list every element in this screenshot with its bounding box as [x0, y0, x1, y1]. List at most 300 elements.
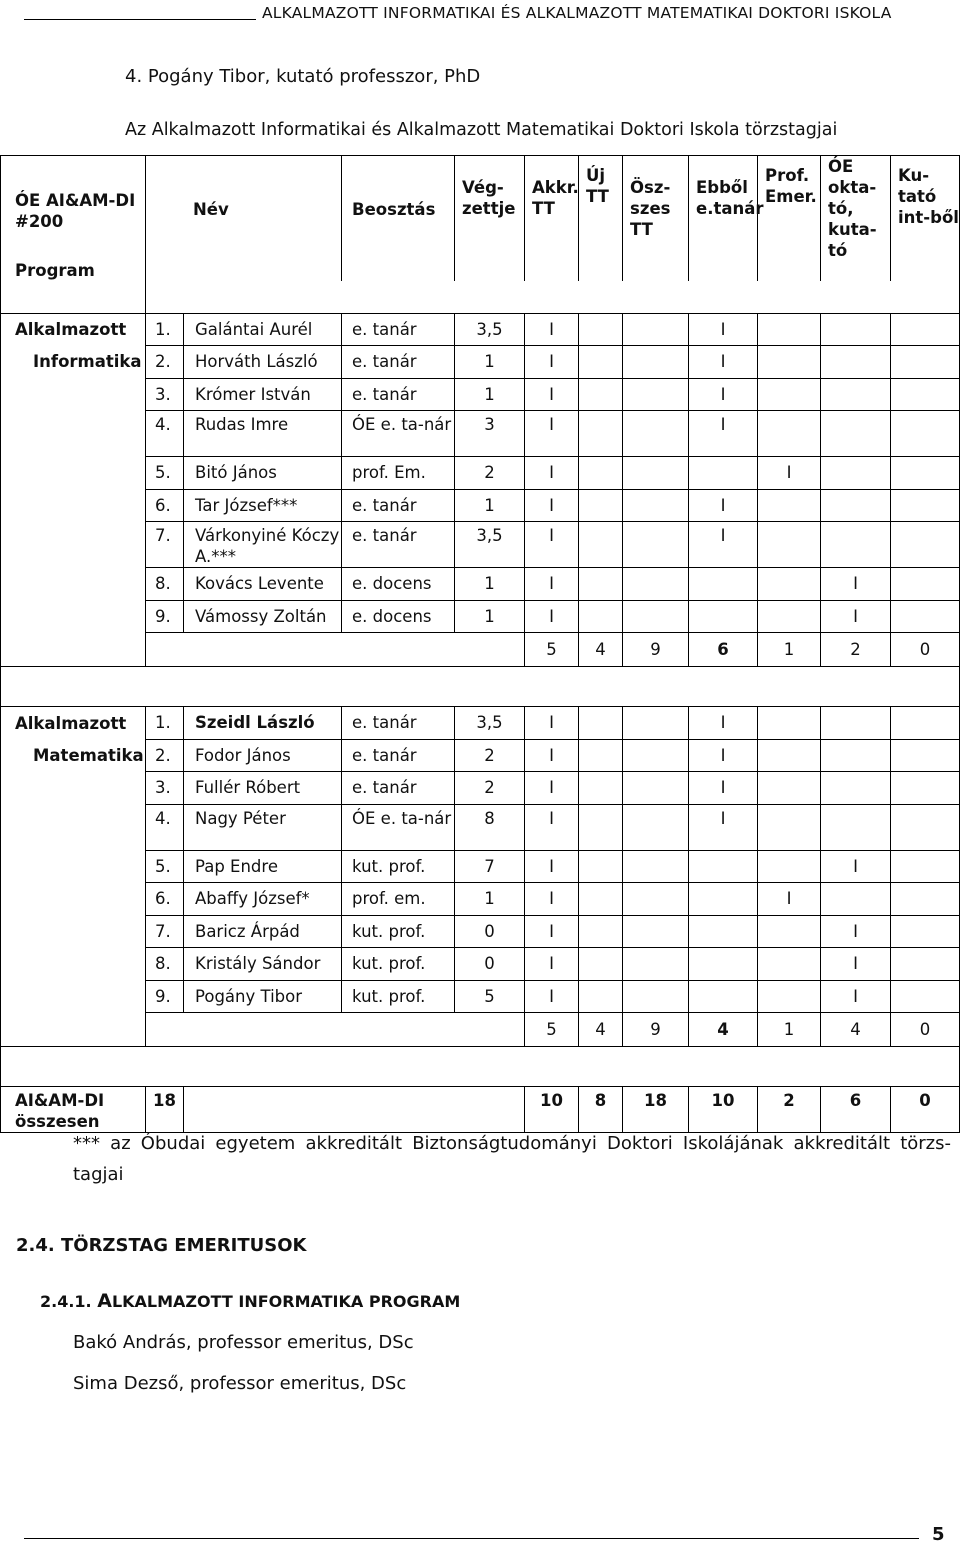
value-cell-ossz	[623, 707, 689, 740]
value-cell-kut	[891, 739, 960, 772]
value-cell-akkr: I	[525, 457, 579, 490]
value-cell-veg: 1	[455, 378, 525, 411]
value-cell-prof	[758, 522, 821, 568]
value-cell-akkr: I	[525, 378, 579, 411]
member-name-cell: Szeidl László	[184, 707, 342, 740]
of-which-prof-header: Ebből e.tanár	[689, 156, 758, 282]
sum-value-cell: 4	[689, 1013, 758, 1047]
value-cell-kut	[891, 883, 960, 916]
program-name-cell	[1, 457, 146, 490]
value-cell-uj	[579, 707, 623, 740]
value-cell-uj	[579, 313, 623, 346]
value-cell-akkr: I	[525, 772, 579, 805]
value-cell-akkr: I	[525, 568, 579, 601]
sum-value-cell: 2	[821, 633, 891, 667]
value-cell-akkr: I	[525, 850, 579, 883]
table-row	[1, 313, 960, 346]
position-cell: kut. prof.	[342, 980, 455, 1013]
sum-value-cell: 6	[689, 633, 758, 667]
value-cell-oe	[821, 457, 891, 490]
row-number-cell: 5.	[146, 457, 184, 490]
value-cell-veg: 3,5	[455, 522, 525, 568]
value-cell-uj	[579, 804, 623, 850]
value-cell-veg: 0	[455, 948, 525, 981]
name-header: Név	[146, 156, 342, 282]
program-name-cell	[1, 633, 146, 667]
value-cell-ossz	[623, 772, 689, 805]
value-cell-oe	[821, 707, 891, 740]
total-blank-cell	[184, 1087, 525, 1133]
row-number-cell: 1.	[146, 313, 184, 346]
value-cell-uj	[579, 411, 623, 457]
value-cell-veg: 1	[455, 600, 525, 633]
value-cell-akkr: I	[525, 739, 579, 772]
member-name-cell: Fullér Róbert	[184, 772, 342, 805]
value-cell-oe: I	[821, 915, 891, 948]
value-cell-ebbol: I	[689, 772, 758, 805]
value-cell-ebbol	[689, 980, 758, 1013]
row-number-cell: 6.	[146, 489, 184, 522]
value-cell-veg: 7	[455, 850, 525, 883]
value-cell-prof	[758, 707, 821, 740]
value-cell-prof	[758, 850, 821, 883]
table-row	[1, 772, 960, 805]
value-cell-uj	[579, 850, 623, 883]
value-cell-kut	[891, 850, 960, 883]
core-members-table	[0, 155, 960, 1133]
program-name-cell	[1, 980, 146, 1013]
value-cell-prof	[758, 804, 821, 850]
sum-value-cell: 9	[623, 633, 689, 667]
value-cell-ossz	[623, 346, 689, 379]
value-cell-prof	[758, 772, 821, 805]
akkr-tt-header: Akkr. TT	[525, 156, 579, 282]
value-cell-prof	[758, 739, 821, 772]
value-cell-kut	[891, 707, 960, 740]
emeritus-entry: Bakó András, professor emeritus, DSc	[73, 1332, 414, 1353]
total-label-cell: AI&AM-DI összesen	[1, 1087, 146, 1133]
value-cell-uj	[579, 378, 623, 411]
position-cell: prof. em.	[342, 883, 455, 916]
position-cell: e. tanár	[342, 313, 455, 346]
member-name-cell: Krómer István	[184, 378, 342, 411]
value-cell-kut	[891, 948, 960, 981]
value-cell-ossz	[623, 948, 689, 981]
row-number-cell: 2.	[146, 739, 184, 772]
group-sum-row	[1, 1013, 960, 1047]
person-heading: 4. Pogány Tibor, kutató professzor, PhD	[125, 66, 481, 87]
group-gap	[1, 1047, 960, 1087]
value-cell-ebbol: I	[689, 313, 758, 346]
value-cell-kut	[891, 489, 960, 522]
value-cell-ossz	[623, 980, 689, 1013]
value-cell-oe	[821, 522, 891, 568]
section-title: 2.4. TÖRZSTAG EMERITUSOK	[16, 1235, 307, 1256]
program-name-cell	[1, 948, 146, 981]
running-header: ALKALMAZOTT INFORMATIKAI ÉS ALKALMAZOTT MATEMATIKAI DOKTORI ISKOLA	[262, 4, 892, 22]
sum-label-cell	[146, 1013, 525, 1047]
value-cell-veg: 2	[455, 739, 525, 772]
value-cell-veg: 1	[455, 568, 525, 601]
value-cell-uj	[579, 772, 623, 805]
value-cell-prof: I	[758, 883, 821, 916]
member-name-cell: Pogány Tibor	[184, 980, 342, 1013]
row-number-cell: 7.	[146, 915, 184, 948]
sum-value-cell: 1	[758, 1013, 821, 1047]
program-name-cell	[1, 568, 146, 601]
table-row	[1, 883, 960, 916]
value-cell-ebbol: I	[689, 707, 758, 740]
grand-total-row	[1, 1087, 960, 1133]
value-cell-kut	[891, 804, 960, 850]
total-count-cell: 18	[146, 1087, 184, 1133]
value-cell-oe: I	[821, 850, 891, 883]
row-number-cell: 4.	[146, 411, 184, 457]
external-researcher-header: Ku-tató int-ből	[891, 156, 960, 282]
value-cell-uj	[579, 522, 623, 568]
sum-value-cell: 5	[525, 1013, 579, 1047]
table-row	[1, 980, 960, 1013]
value-cell-uj	[579, 346, 623, 379]
program-name-cell: Informatika	[1, 346, 146, 379]
value-cell-oe	[821, 739, 891, 772]
table-row	[1, 457, 960, 490]
value-cell-ossz	[623, 411, 689, 457]
value-cell-akkr: I	[525, 804, 579, 850]
group-gap	[1, 667, 960, 707]
sum-value-cell: 1	[758, 633, 821, 667]
member-name-cell: Tar József***	[184, 489, 342, 522]
row-number-cell: 9.	[146, 600, 184, 633]
program-name-cell	[1, 600, 146, 633]
value-cell-veg: 0	[455, 915, 525, 948]
value-cell-veg: 3,5	[455, 313, 525, 346]
value-cell-prof: I	[758, 457, 821, 490]
table-row	[1, 850, 960, 883]
group-sum-row	[1, 633, 960, 667]
program-label-row	[1, 281, 960, 313]
row-number-cell: 9.	[146, 980, 184, 1013]
total-value-cell: 0	[891, 1087, 960, 1133]
subsection-title	[40, 1290, 460, 1312]
member-name-cell: Kovács Levente	[184, 568, 342, 601]
value-cell-prof	[758, 915, 821, 948]
value-cell-uj	[579, 739, 623, 772]
value-cell-akkr: I	[525, 948, 579, 981]
value-cell-kut	[891, 568, 960, 601]
member-name-cell: Pap Endre	[184, 850, 342, 883]
member-name-cell: Galántai Aurél	[184, 313, 342, 346]
program-label: Program	[15, 261, 95, 280]
group-gap-row	[1, 667, 960, 707]
value-cell-kut	[891, 772, 960, 805]
value-cell-ebbol	[689, 915, 758, 948]
value-cell-ebbol	[689, 850, 758, 883]
value-cell-veg: 3	[455, 411, 525, 457]
value-cell-ossz	[623, 378, 689, 411]
header-rule	[24, 19, 256, 20]
subsection-initial: A	[97, 1290, 112, 1312]
value-cell-prof	[758, 568, 821, 601]
position-cell: e. docens	[342, 600, 455, 633]
table-row	[1, 522, 960, 568]
footnote: *** az Óbudai egyetem akkreditált Biztonságtudományi Doktori Iskolájának akkreditált törzs-tagjai	[73, 1133, 951, 1185]
table-row	[1, 739, 960, 772]
value-cell-oe: I	[821, 600, 891, 633]
value-cell-ebbol: I	[689, 522, 758, 568]
value-cell-ossz	[623, 457, 689, 490]
member-name-cell: Fodor János	[184, 739, 342, 772]
value-cell-ossz	[623, 489, 689, 522]
value-cell-ossz	[623, 915, 689, 948]
position-cell: kut. prof.	[342, 850, 455, 883]
program-name-cell	[1, 1013, 146, 1047]
value-cell-oe: I	[821, 948, 891, 981]
member-name-cell: Bitó János	[184, 457, 342, 490]
value-cell-uj	[579, 948, 623, 981]
member-name-cell: Rudas Imre	[184, 411, 342, 457]
total-value-cell: 18	[623, 1087, 689, 1133]
value-cell-veg: 3,5	[455, 707, 525, 740]
value-cell-akkr: I	[525, 980, 579, 1013]
subsection-number: 2.4.1.	[40, 1292, 92, 1311]
row-number-cell: 7.	[146, 522, 184, 568]
value-cell-oe	[821, 378, 891, 411]
value-cell-uj	[579, 489, 623, 522]
member-name-cell: Vámossy Zoltán	[184, 600, 342, 633]
value-cell-prof	[758, 980, 821, 1013]
value-cell-akkr: I	[525, 915, 579, 948]
row-number-cell: 4.	[146, 804, 184, 850]
value-cell-ebbol: I	[689, 804, 758, 850]
table-row	[1, 411, 960, 457]
degree-header: Vég-zettje	[455, 156, 525, 282]
row-number-cell: 3.	[146, 378, 184, 411]
value-cell-ossz	[623, 883, 689, 916]
value-cell-ebbol: I	[689, 346, 758, 379]
value-cell-uj	[579, 915, 623, 948]
value-cell-ebbol: I	[689, 739, 758, 772]
member-name-cell: Kristály Sándor	[184, 948, 342, 981]
row-number-cell: 8.	[146, 568, 184, 601]
table-row	[1, 346, 960, 379]
position-cell: e. tanár	[342, 489, 455, 522]
value-cell-ebbol: I	[689, 411, 758, 457]
group-gap-row	[1, 1047, 960, 1087]
value-cell-kut	[891, 411, 960, 457]
row-number-cell: 2.	[146, 346, 184, 379]
program-header-cell	[1, 156, 146, 282]
value-cell-veg: 8	[455, 804, 525, 850]
value-cell-ebbol: I	[689, 489, 758, 522]
member-name-cell: Abaffy József*	[184, 883, 342, 916]
sum-value-cell: 5	[525, 633, 579, 667]
value-cell-akkr: I	[525, 346, 579, 379]
value-cell-akkr: I	[525, 489, 579, 522]
subsection-rest: LKALMAZOTT INFORMATIKA PROGRAM	[111, 1292, 461, 1311]
value-cell-prof	[758, 346, 821, 379]
total-value-cell: 10	[525, 1087, 579, 1133]
total-value-cell: 2	[758, 1087, 821, 1133]
program-name-cell	[1, 915, 146, 948]
total-tt-header: Ösz-szes TT	[623, 156, 689, 282]
program-name-cell	[1, 772, 146, 805]
value-cell-kut	[891, 346, 960, 379]
value-cell-akkr: I	[525, 522, 579, 568]
program-name-cell	[1, 883, 146, 916]
footer-rule	[24, 1538, 919, 1539]
value-cell-prof	[758, 378, 821, 411]
value-cell-prof	[758, 313, 821, 346]
row-number-cell: 3.	[146, 772, 184, 805]
value-cell-ebbol	[689, 883, 758, 916]
value-cell-veg: 2	[455, 772, 525, 805]
value-cell-ossz	[623, 568, 689, 601]
value-cell-veg: 1	[455, 489, 525, 522]
sum-value-cell: 4	[579, 633, 623, 667]
total-value-cell: 6	[821, 1087, 891, 1133]
row-number-cell: 1.	[146, 707, 184, 740]
position-cell: kut. prof.	[342, 948, 455, 981]
value-cell-ebbol: I	[689, 378, 758, 411]
value-cell-prof	[758, 411, 821, 457]
value-cell-ossz	[623, 804, 689, 850]
value-cell-ossz	[623, 850, 689, 883]
value-cell-ossz	[623, 522, 689, 568]
value-cell-kut	[891, 600, 960, 633]
value-cell-akkr: I	[525, 313, 579, 346]
value-cell-kut	[891, 980, 960, 1013]
program-code: ÓE AI&AM-DI #200	[15, 191, 136, 231]
table-row	[1, 915, 960, 948]
row-number-cell: 5.	[146, 850, 184, 883]
position-cell: e. tanár	[342, 707, 455, 740]
value-cell-akkr: I	[525, 883, 579, 916]
value-cell-prof	[758, 489, 821, 522]
position-cell: e. tanár	[342, 739, 455, 772]
value-cell-akkr: I	[525, 707, 579, 740]
program-name-cell	[1, 850, 146, 883]
value-cell-veg: 1	[455, 346, 525, 379]
position-cell: e. tanár	[342, 772, 455, 805]
position-cell: e. tanár	[342, 522, 455, 568]
value-cell-ossz	[623, 313, 689, 346]
value-cell-oe: I	[821, 980, 891, 1013]
member-name-cell: Baricz Árpád	[184, 915, 342, 948]
position-cell: kut. prof.	[342, 915, 455, 948]
value-cell-ossz	[623, 600, 689, 633]
program-name-cell: Alkalmazott	[1, 313, 146, 346]
value-cell-oe	[821, 804, 891, 850]
value-cell-prof	[758, 600, 821, 633]
table-row	[1, 948, 960, 981]
member-name-cell: Horváth László	[184, 346, 342, 379]
emeritus-entry: Sima Dezső, professor emeritus, DSc	[73, 1373, 407, 1394]
position-cell: e. tanár	[342, 378, 455, 411]
value-cell-uj	[579, 568, 623, 601]
new-tt-header: Új TT	[579, 156, 623, 282]
value-cell-kut	[891, 522, 960, 568]
position-cell: ÓE e. ta-nár	[342, 411, 455, 457]
table-caption: Az Alkalmazott Informatikai és Alkalmazott Matematikai Doktori Iskola törzstagjai	[125, 120, 838, 140]
position-cell: e. tanár	[342, 346, 455, 379]
sum-label-cell	[146, 633, 525, 667]
position-header: Beosztás	[342, 156, 455, 282]
value-cell-ebbol	[689, 600, 758, 633]
value-cell-oe	[821, 772, 891, 805]
value-cell-oe	[821, 411, 891, 457]
oe-lecturer-header: ÓE okta-tó, kuta-tó	[821, 156, 891, 282]
value-cell-veg: 5	[455, 980, 525, 1013]
page-number: 5	[932, 1524, 945, 1545]
value-cell-oe	[821, 883, 891, 916]
table-row	[1, 568, 960, 601]
table-row	[1, 600, 960, 633]
value-cell-uj	[579, 980, 623, 1013]
program-name-cell	[1, 378, 146, 411]
value-cell-akkr: I	[525, 600, 579, 633]
value-cell-uj	[579, 457, 623, 490]
value-cell-ebbol	[689, 568, 758, 601]
value-cell-oe	[821, 346, 891, 379]
value-cell-veg: 2	[455, 457, 525, 490]
row-number-cell: 8.	[146, 948, 184, 981]
table-row	[1, 489, 960, 522]
program-name-cell	[1, 804, 146, 850]
program-name-cell: Alkalmazott	[1, 707, 146, 740]
value-cell-kut	[891, 378, 960, 411]
sum-value-cell: 4	[821, 1013, 891, 1047]
position-cell: ÓE e. ta-nár	[342, 804, 455, 850]
program-name-cell	[1, 522, 146, 568]
position-cell: e. docens	[342, 568, 455, 601]
table-header-row	[1, 156, 960, 282]
value-cell-uj	[579, 883, 623, 916]
header-gap	[146, 281, 960, 313]
value-cell-uj	[579, 600, 623, 633]
member-name-cell: Nagy Péter	[184, 804, 342, 850]
sum-value-cell: 9	[623, 1013, 689, 1047]
program-name-cell	[1, 489, 146, 522]
prof-emer-header: Prof. Emer.	[758, 156, 821, 282]
program-label-spacer	[1, 281, 146, 313]
value-cell-kut	[891, 313, 960, 346]
value-cell-ebbol	[689, 948, 758, 981]
value-cell-oe	[821, 489, 891, 522]
value-cell-oe	[821, 313, 891, 346]
program-name-cell	[1, 411, 146, 457]
table-row	[1, 707, 960, 740]
value-cell-kut	[891, 915, 960, 948]
value-cell-kut	[891, 457, 960, 490]
value-cell-oe: I	[821, 568, 891, 601]
value-cell-veg: 1	[455, 883, 525, 916]
member-name-cell: Várkonyiné Kóczy A.***	[184, 522, 342, 568]
table-row	[1, 804, 960, 850]
table-row	[1, 378, 960, 411]
row-number-cell: 6.	[146, 883, 184, 916]
sum-value-cell: 4	[579, 1013, 623, 1047]
position-cell: prof. Em.	[342, 457, 455, 490]
total-value-cell: 10	[689, 1087, 758, 1133]
sum-value-cell: 0	[891, 1013, 960, 1047]
total-value-cell: 8	[579, 1087, 623, 1133]
value-cell-ebbol	[689, 457, 758, 490]
sum-value-cell: 0	[891, 633, 960, 667]
value-cell-ossz	[623, 739, 689, 772]
value-cell-akkr: I	[525, 411, 579, 457]
program-name-cell: Matematika	[1, 739, 146, 772]
